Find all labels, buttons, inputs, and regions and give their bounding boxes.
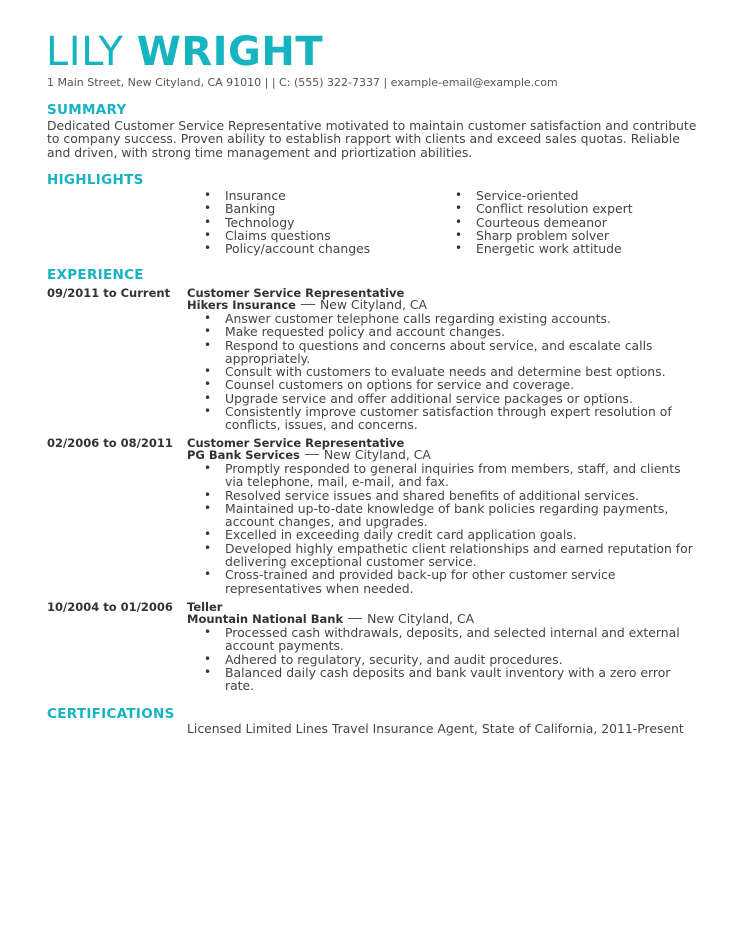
- list-item: • Upgrade service and offer additional service packages or options.: [225, 392, 695, 405]
- job-company-line: [187, 298, 427, 312]
- list-item: • Claims questions: [225, 229, 370, 242]
- separator-dash: [301, 304, 315, 305]
- job-dates: 09/2011 to Current: [47, 286, 171, 300]
- company-name: Mountain National Bank: [187, 612, 344, 626]
- job-duties: [225, 312, 695, 432]
- certification-text: Licensed Limited Lines Travel Insurance Agent, State of California, 2011-Present: [187, 721, 684, 736]
- highlights-right-list: [476, 189, 633, 255]
- list-item: • Consistently improve customer satisfaction through expert resolution of conflicts, issues, and concerns.: [225, 405, 695, 432]
- list-item: • Energetic work attitude: [476, 242, 633, 255]
- list-item: • Service-oriented: [476, 189, 633, 202]
- list-item: • Maintained up-to-date knowledge of bank policies regarding payments, account changes, and upgrades.: [225, 502, 695, 529]
- company-location: New Cityland, CA: [367, 611, 475, 626]
- list-item: • Technology: [225, 216, 370, 229]
- highlights-left-list: [225, 189, 370, 255]
- job-company-line: [187, 448, 431, 462]
- summary-heading: SUMMARY: [47, 102, 127, 118]
- list-item: • Conflict resolution expert: [476, 202, 633, 215]
- experience-heading: EXPERIENCE: [47, 267, 144, 283]
- list-item: • Answer customer telephone calls regarding existing accounts.: [225, 312, 695, 325]
- job-title: Teller: [187, 600, 223, 614]
- list-item: • Courteous demeanor: [476, 216, 633, 229]
- company-location: New Cityland, CA: [319, 297, 427, 312]
- job-duties: [225, 462, 695, 595]
- separator-dash: [305, 454, 319, 455]
- list-item: • Developed highly empathetic client relationships and earned reputation for delivering exceptional customer service.: [225, 542, 695, 569]
- first-name: LILY: [46, 29, 124, 75]
- company-name: Hikers Insurance: [187, 298, 296, 312]
- list-item: • Excelled in exceeding daily credit card application goals.: [225, 528, 695, 541]
- list-item: • Balanced daily cash deposits and bank vault inventory with a zero error rate.: [225, 666, 695, 693]
- list-item: • Make requested policy and account changes.: [225, 325, 695, 338]
- job-title: Customer Service Representative: [187, 286, 405, 300]
- list-item: • Policy/account changes: [225, 242, 370, 255]
- list-item: • Sharp problem solver: [476, 229, 633, 242]
- list-item: • Promptly responded to general inquiries from members, staff, and clients via telephone, mail, e-mail, and fax.: [225, 462, 695, 489]
- company-location: New Cityland, CA: [323, 447, 431, 462]
- separator-dash: [348, 618, 362, 619]
- job-dates: 02/2006 to 08/2011: [47, 436, 173, 450]
- job-company-line: [187, 612, 474, 626]
- list-item: • Adhered to regulatory, security, and audit procedures.: [225, 653, 695, 666]
- summary-text: Dedicated Customer Service Representative motivated to maintain customer satisfaction and contribute to company success. Proven ability to establish rapport with clients and exceed sales quotas. Reliable and driven, with strong time management and priortization abilities.: [47, 118, 697, 160]
- list-item: • Counsel customers on options for service and coverage.: [225, 378, 695, 391]
- list-item: • Resolved service issues and shared benefits of additional services.: [225, 489, 695, 502]
- last-name: WRIGHT: [136, 29, 324, 75]
- job-duties: [225, 626, 695, 692]
- list-item: • Insurance: [225, 189, 370, 202]
- certifications-heading: CERTIFICATIONS: [47, 706, 175, 722]
- highlights-heading: HIGHLIGHTS: [47, 172, 144, 188]
- job-title: Customer Service Representative: [187, 436, 405, 450]
- contact-line: 1 Main Street, New Cityland, CA 91010 | | C: (555) 322-7337 | example-email@example.com: [47, 76, 558, 89]
- company-name: PG Bank Services: [187, 448, 300, 462]
- candidate-name: [46, 28, 323, 76]
- list-item: • Banking: [225, 202, 370, 215]
- list-item: • Processed cash withdrawals, deposits, and selected internal and external account payments.: [225, 626, 695, 653]
- list-item: • Cross-trained and provided back-up for other customer service representatives when needed.: [225, 568, 695, 595]
- list-item: • Respond to questions and concerns about service, and escalate calls appropriately.: [225, 339, 695, 366]
- job-dates: 10/2004 to 01/2006: [47, 600, 173, 614]
- list-item: • Consult with customers to evaluate needs and determine best options.: [225, 365, 695, 378]
